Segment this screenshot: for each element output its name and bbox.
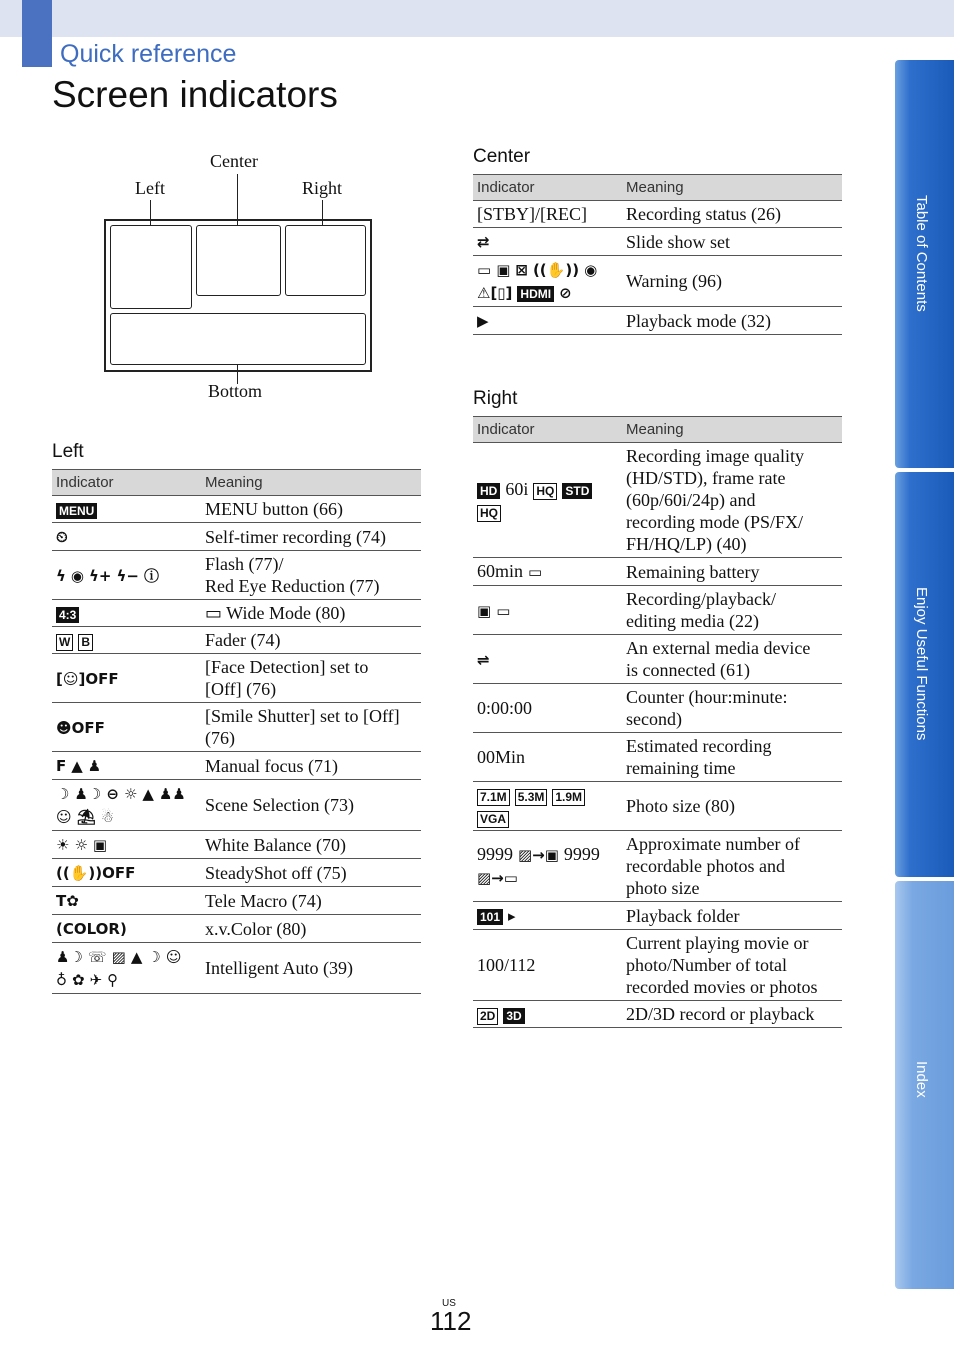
indicator-icon: ▭ — [528, 563, 543, 581]
indicator-icon: ▭ — [477, 261, 492, 279]
table-row — [52, 831, 421, 859]
indicator-icon: ⊠ — [515, 261, 528, 279]
indicator-icon: HQ — [477, 505, 501, 522]
nav-label: Index — [913, 1061, 930, 1098]
indicator-icon: ▣ — [477, 601, 492, 620]
table-row — [52, 780, 421, 831]
indicator-cell — [473, 902, 622, 930]
indicator-cell — [473, 443, 622, 558]
indicator-icon: W — [56, 634, 73, 651]
indicator-icon: ☏ — [87, 948, 107, 966]
meaning-cell: x.v.Color (80) — [201, 915, 421, 943]
table-row — [52, 654, 421, 703]
indicator-cell — [52, 703, 201, 752]
indicator-icon: B — [78, 634, 93, 651]
indicator-icon: HQ — [533, 483, 557, 500]
indicator-icon: ☀ — [56, 836, 70, 854]
nav-label: Table of Contents — [913, 195, 930, 312]
meaning-column-header: Meaning — [622, 417, 842, 443]
indicator-icon: 101 — [477, 909, 503, 925]
indicator-cell — [473, 635, 622, 684]
indicator-cell — [52, 496, 201, 523]
indicator-icon: ♁ — [56, 971, 67, 989]
table-row — [52, 915, 421, 943]
indicator-icon: 7.1M — [477, 789, 510, 806]
indicator-text: [STBY]/[REC] — [477, 204, 587, 224]
diagram-label-bottom: Bottom — [208, 381, 263, 401]
nav-index[interactable] — [895, 881, 954, 1289]
indicator-icon: F — [56, 757, 67, 775]
meaning-cell: [Face Detection] set to [Off] (76) — [201, 654, 421, 703]
indicator-icon: ☽ — [56, 785, 70, 803]
indicator-icon: ☼ — [123, 785, 138, 803]
indicator-icon: ♟ — [87, 757, 102, 775]
indicator-text: 60i — [505, 479, 529, 499]
meaning-cell: [Smile Shutter] set to [Off] (76) — [201, 703, 421, 752]
indicator-cell — [473, 201, 622, 228]
diagram-center-area — [196, 225, 281, 296]
table-row — [473, 1001, 842, 1028]
meaning-cell: ▭ Wide Mode (80) — [201, 600, 421, 627]
meaning-cell: Remaining battery — [622, 558, 842, 586]
meaning-cell: Estimated recording remaining time — [622, 733, 842, 782]
indicator-icon: ▨ — [111, 948, 126, 966]
indicator-cell — [473, 307, 622, 335]
indicator-column-header: Indicator — [473, 175, 622, 201]
meaning-cell: Slide show set — [622, 228, 842, 256]
table-row — [473, 307, 842, 335]
meaning-column-header: Meaning — [201, 470, 421, 496]
indicator-icon: ϟ− — [116, 566, 139, 585]
meaning-cell: Tele Macro (74) — [201, 887, 421, 915]
indicator-icon: ☼ — [74, 836, 88, 854]
indicator-icon: ▨→▭ — [477, 869, 518, 887]
indicator-cell — [473, 228, 622, 256]
meaning-cell: Recording image quality (HD/STD), frame rate (60p/60i/24p) and recording mode (PS/FX/ FH/HQ/LP) (40) — [622, 443, 842, 558]
table-row — [473, 930, 842, 1001]
indicator-icon: HDMI — [517, 286, 554, 302]
indicator-text: 60min — [477, 561, 524, 581]
table-row — [473, 733, 842, 782]
indicator-icon: ⇌ — [477, 650, 490, 669]
diagram-left-area — [110, 225, 192, 309]
table-row — [473, 782, 842, 831]
table-row — [52, 703, 421, 752]
indicator-cell — [52, 627, 201, 654]
indicator-cell — [52, 859, 201, 887]
table-row — [52, 551, 421, 600]
diagram-screen-frame — [104, 219, 372, 372]
indicator-icon: MENU — [56, 503, 97, 519]
diagram-right-area — [285, 225, 366, 296]
indicator-icon: HD — [477, 483, 500, 499]
table-row — [473, 684, 842, 733]
table-row — [473, 586, 842, 635]
diagram-label-right: Right — [302, 178, 343, 198]
indicator-icon: VGA — [477, 811, 509, 828]
table-row — [473, 558, 842, 586]
indicator-cell — [52, 654, 201, 703]
indicator-cell — [473, 586, 622, 635]
indicator-icon: ♟♟ — [158, 785, 186, 803]
indicator-text: 100/112 — [477, 955, 536, 975]
meaning-column-header: Meaning — [622, 175, 842, 201]
indicator-cell — [473, 684, 622, 733]
indicator-icon: ◉ — [584, 261, 598, 279]
meaning-cell: Approximate number of recordable photos and photo size — [622, 831, 842, 902]
indicator-cell — [473, 558, 622, 586]
indicator-text: 9999 — [477, 844, 513, 864]
meaning-cell: Fader (74) — [201, 627, 421, 654]
indicator-icon: 5.3M — [515, 789, 548, 806]
diagram-label-left: Left — [135, 178, 165, 198]
meaning-cell: Playback folder — [622, 902, 842, 930]
indicator-cell — [52, 780, 201, 831]
indicator-icon: ▶ — [477, 312, 489, 330]
indicator-text: 0:00:00 — [477, 698, 533, 718]
meaning-cell: Scene Selection (73) — [201, 780, 421, 831]
indicator-icon: T✿ — [56, 892, 79, 910]
page-title: Screen indicators — [52, 74, 338, 115]
indicator-icon: 1.9M — [552, 789, 585, 806]
indicator-icon: ☻OFF — [56, 718, 105, 737]
meaning-cell: 2D/3D record or playback — [622, 1001, 842, 1028]
table-row — [52, 496, 421, 523]
indicator-icon: ▭ — [496, 601, 511, 620]
indicator-cell — [473, 831, 622, 902]
nav-table-of-contents[interactable] — [895, 60, 954, 468]
center-section-heading: Center — [473, 146, 531, 167]
header-band — [0, 0, 954, 37]
indicator-icon: ⊘ — [559, 284, 572, 302]
indicator-icon: ((✋))OFF — [56, 864, 136, 882]
table-row — [52, 752, 421, 780]
indicator-cell — [473, 256, 622, 307]
indicator-cell — [52, 600, 201, 627]
meaning-cell: Self-timer recording (74) — [201, 523, 421, 551]
indicator-cell — [52, 943, 201, 994]
indicator-icon: ☽ — [147, 948, 161, 966]
page-number: 112 — [430, 1306, 472, 1336]
indicator-icon: ♟☽ — [56, 948, 83, 966]
section-title: Quick reference — [60, 40, 237, 68]
region-code: US — [442, 1298, 456, 1309]
table-row — [52, 887, 421, 915]
indicator-cell — [52, 752, 201, 780]
indicator-icon: ▲ — [130, 948, 143, 966]
indicator-icon: (COLOR) — [56, 920, 127, 938]
indicator-icon: ✈ — [89, 971, 103, 989]
meaning-cell: Warning (96) — [622, 256, 842, 307]
indicator-cell — [52, 551, 201, 600]
table-row — [473, 228, 842, 256]
indicator-cell — [52, 887, 201, 915]
meaning-cell: White Balance (70) — [201, 831, 421, 859]
meaning-cell: Recording/playback/ editing media (22) — [622, 586, 842, 635]
indicator-icon: ⛱ — [76, 808, 96, 826]
meaning-cell: Playback mode (32) — [622, 307, 842, 335]
indicator-icon: ▨→▣ — [518, 846, 559, 864]
indicator-icon: 2D — [477, 1008, 498, 1025]
meaning-cell: Intelligent Auto (39) — [201, 943, 421, 994]
indicator-icon: ⏲ — [56, 528, 68, 546]
indicator-icon: ▲ — [142, 785, 154, 803]
table-row — [473, 831, 842, 902]
table-row — [473, 902, 842, 930]
table-row — [473, 256, 842, 307]
indicator-cell — [52, 523, 201, 551]
meaning-cell: Counter (hour:minute: second) — [622, 684, 842, 733]
header-tab-accent — [22, 0, 52, 67]
indicator-icon: ✿ — [72, 971, 85, 989]
indicator-icon: ☺ — [56, 808, 72, 826]
meaning-cell: Flash (77)/ Red Eye Reduction (77) — [201, 551, 421, 600]
indicator-cell — [52, 831, 201, 859]
center-indicators-table — [473, 174, 842, 335]
indicator-text: 00Min — [477, 747, 526, 767]
meaning-cell: Photo size (80) — [622, 782, 842, 831]
indicator-icon: ϟ+ — [89, 566, 112, 585]
meaning-cell: SteadyShot off (75) — [201, 859, 421, 887]
right-section-heading: Right — [473, 388, 518, 409]
indicator-cell — [473, 782, 622, 831]
indicator-cell — [473, 1001, 622, 1028]
indicator-icon: ⊖ — [106, 785, 119, 803]
table-row — [52, 943, 421, 994]
nav-label: Enjoy Useful Functions — [913, 587, 930, 741]
table-row — [52, 627, 421, 654]
indicator-cell — [52, 915, 201, 943]
indicator-text: 9999 — [563, 844, 600, 864]
indicator-icon: 3D — [503, 1008, 524, 1024]
indicator-icon: ⇄ — [477, 233, 490, 251]
left-section-heading: Left — [52, 441, 84, 462]
indicator-icon: ▸ — [508, 907, 516, 925]
indicator-cell — [473, 733, 622, 782]
indicator-column-header: Indicator — [473, 417, 622, 443]
indicator-icon: ⓘ — [143, 566, 159, 585]
table-row — [52, 859, 421, 887]
indicator-cell — [473, 930, 622, 1001]
meaning-cell: Manual focus (71) — [201, 752, 421, 780]
indicator-icon: ☃ — [100, 808, 115, 826]
indicator-icon: ⚠[▯] — [477, 284, 513, 302]
indicator-icon: ▲ — [71, 757, 83, 775]
indicator-icon: ♟☽ — [74, 785, 102, 803]
table-row — [52, 523, 421, 551]
table-row — [52, 600, 421, 627]
indicator-icon: [☺]OFF — [56, 669, 119, 688]
indicator-icon: ϟ — [56, 566, 66, 585]
indicator-column-header: Indicator — [52, 470, 201, 496]
indicator-icon: ▣ — [92, 836, 108, 854]
left-indicators-table — [52, 469, 421, 994]
right-indicators-table — [473, 416, 842, 1028]
table-row — [473, 443, 842, 558]
meaning-cell: Current playing movie or photo/Number of total recorded movies or photos — [622, 930, 842, 1001]
indicator-icon: ▣ — [496, 261, 511, 279]
indicator-icon: ☺ — [165, 948, 182, 966]
nav-enjoy-useful-functions[interactable] — [895, 472, 954, 877]
indicator-icon: ((✋)) — [532, 261, 580, 279]
indicator-icon: ◉ — [70, 566, 84, 585]
diagram-label-center: Center — [210, 151, 258, 171]
diagram-bottom-area — [110, 313, 366, 365]
table-row — [473, 201, 842, 228]
meaning-cell: Recording status (26) — [622, 201, 842, 228]
table-row — [473, 635, 842, 684]
meaning-cell: An external media device is connected (61) — [622, 635, 842, 684]
indicator-icon: 4:3 — [56, 607, 79, 623]
indicator-icon: STD — [562, 483, 592, 499]
indicator-icon: ⚲ — [107, 971, 119, 989]
meaning-cell: MENU button (66) — [201, 496, 421, 523]
